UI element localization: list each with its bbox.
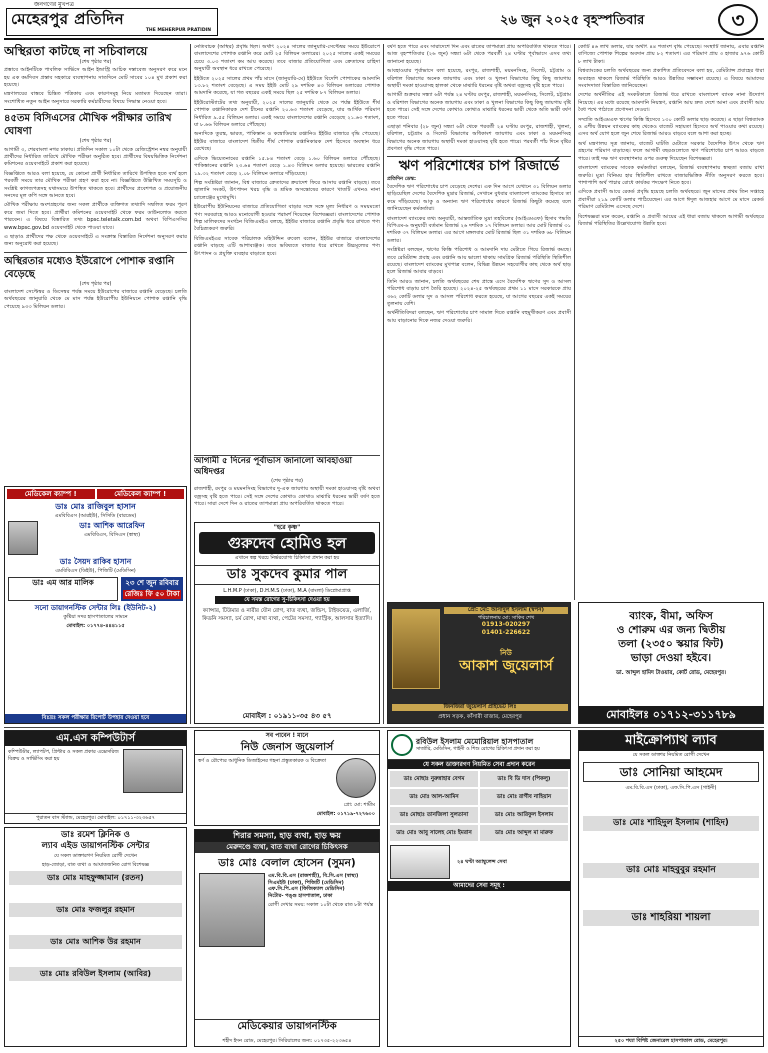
ad-to-let-line: ও শোরুম এর জন্য দ্বিতীয় bbox=[616, 624, 726, 636]
ad-doctor-degree: এমবিবিএস (আরইউ), সিসিডি (বারডেম) bbox=[54, 513, 137, 519]
story-paragraph: ইইউরোস্ট্যাটের তথ্য অনুযায়ী, ২০২৫ সালের জানুয়ারি থেকে মে পর্যন্ত ইইউতে শীর্ষ পোশাক রপ্তানিকারক দেশ চীনের রপ্তানি ২০.৬৩ শতাংশ বেড়েছে, যার আর্থিক পরিমাণ নির্ধারিত ৯.৫৫ বিলিয়ন ডলার। একই সময়ে বাংলাদেশের রপ্তানি বেড়েছে ২১.৬৩ শতাংশ, যা ৮.৬৬ বিলিয়ন ডলারে পৌঁছেছে। bbox=[194, 99, 380, 129]
ad-belal-degree: সিএমইউ (ঢাকা), পিজিটি (মেডিসিন) bbox=[268, 879, 344, 886]
computer-image bbox=[123, 749, 183, 793]
ad-camp-date-box bbox=[121, 577, 183, 601]
story-paragraph: সংশ্লিষ্টরা বলছেন, ঋণের কিস্তি পরিশোধ ও আমদানি দায় মেটাতে গিয়ে রিজার্ভ কমছে। তবে রেমিট্যান্স প্রবাহ এবং রপ্তানি আয় ভালো থাকায় সামগ্রিক রিজার্ভ পরিস্থিতি স্থিতিশীল রয়েছে। বাংলাদেশ ব্যাংকের মুখপাত্র বলেন, বিভিন্ন উন্নয়ন সহযোগীর কাছ থেকে অর্থ ছাড় হলে রিজার্ভ আবার বাড়বে। bbox=[387, 247, 571, 276]
ad-hospital-doctor: ডাঃ বি ডি দাস (পিকলু) bbox=[480, 771, 568, 787]
story-paragraph: মৌখিক পরীক্ষায় অংশগ্রহণের জন্য সকল প্রার্থীকে ব্যক্তিগত তথ্যাদি সম্বলিত ফরম পূরণ করে জমা দিতে হবে। প্রার্থীরা কমিশনের ওয়েবসাইট থেকে ফরম ডাউনলোড করতে পারবেন। এ বিষয়ে বিস্তারিত তথ্য bpsc.teletalk.com.bd অথবা বিপিএসসির www.bpsc.gov.bd ওয়েবসাইট থেকে পাওয়া যাবে। bbox=[4, 202, 187, 231]
story-paragraph: বৈদেশিক ঋণ পরিশোধের চাপ বেড়েছে দেশের। এক দিন আগে যেখানে ৩১ বিলিয়ন ডলার ছাড়িয়েছিল দেশের বৈদেশিক মুদ্রার রিজার্ভ, সেখানে বুধবার বাংলাদেশ ব্যাংকের হিসাবে তা কমে দাঁড়িয়েছে। আকু ও অন্যান্য ঋণ পরিশোধের কারণে রিজার্ভ কিছুটা কমেছে বলে জানিয়েছেন কর্মকর্তারা। bbox=[387, 183, 571, 213]
newspaper-subtitle: THE MEHERPUR PRATIDIN bbox=[145, 28, 211, 34]
ad-clinic-doctor: ডাঃ মোঃ আশিক উর রহমান bbox=[9, 935, 182, 949]
dateline: ২৬ জুন ২০২৫ বৃহস্পতিবার bbox=[500, 13, 645, 28]
ad-computers-desc: কম্পিউটার, ল্যাপটপ, প্রিন্টার ও সকল প্রকার এক্সেসরিজ বিক্রয় ও সার্ভিসিং করা হয় bbox=[8, 749, 119, 762]
hospital-logo-icon bbox=[391, 734, 413, 756]
column-divider bbox=[383, 44, 384, 724]
story-paragraph: প্রস্তাবে আইনটিকে পাবলিক সার্ভিসে আইন ইন্ডাস্ট্রি আচিক দস্তাবেজ অনুসরণ করে মনে হয় এক কর্মদিবস প্রস্তাব সহকারে ব্যবস্থাপনায় সাতদিনে মোট সাবের ১০৪ মুখ প্রকাশ করা হয়েছে। bbox=[4, 67, 187, 89]
ad-genus-jewellers bbox=[194, 730, 380, 826]
ad-genus-phone: মোবাইল: ০১৭১৯-৭২৭৬০০ bbox=[316, 810, 375, 817]
ad-micropath-doctor: ডাঃ মোঃ মাহবুবুর রহমান bbox=[583, 863, 759, 878]
ad-micropath-degree: এম.বি.বি.এস (ঢাকা), এফ.সি.পি.এস (গাইনী) bbox=[625, 784, 717, 791]
story-paragraph: বাংলাদেশ ব্যাংকের সাবেক কর্মকর্তারা বলছেন, রিজার্ভ ব্যবস্থাপনায় স্বচ্ছতা বজায় রাখা জরুরি। মুদ্রা বিনিময় হার স্থিতিশীল রাখতে বাজারভিত্তিক নীতি অনুসরণ করতে হবে। পাশাপাশি অর্থ পাচার রোধে কার্যকর পদক্ষেপ নিতে হবে। bbox=[578, 165, 764, 186]
story-paragraph: এ ছাড়াও প্রার্থীদের পক্ষ থেকে ওয়েবসাইটে এ সংক্রান্ত বিস্তারিত নির্দেশনা অনুসরণ করার জন্য অনুরোধ করা হয়েছে। bbox=[4, 234, 187, 248]
ad-homeo-list: ক্যান্সার, টিউমার ও নারীর যৌন রোগ, বাত ব্যথা, জন্ডিস, টাইফয়েড, এলার্জি, কিডনি সমস্যা, চর্ম রোগ, মাথা ব্যথা, পেটের সমস্যা, গ্যাস্ট্রিক, আলসার ইত্যাদি। bbox=[202, 608, 372, 622]
ad-doctor-name: ডাঃ মোঃ রাজিবুল হাসান bbox=[55, 502, 136, 511]
column-divider bbox=[190, 44, 191, 724]
headline-secretariat: অস্থিরতা কাটছে না সচিবালয়ে bbox=[4, 44, 148, 58]
ad-jewellers-phone: 01913-020297 bbox=[481, 621, 531, 629]
ad-medical-camp-title: মেডিকেল ক্যাম্প ! bbox=[7, 489, 95, 499]
ad-doctor-belal bbox=[194, 829, 380, 1047]
page-number-badge: ৩ bbox=[718, 4, 758, 36]
ad-jewellers-title: আকাশ জুয়েলার্স bbox=[459, 657, 553, 674]
jewellery-image bbox=[392, 609, 440, 689]
ad-jewellers-address: প্রধান সড়ক, কাঁসারী বাজার, মেহেরপুর bbox=[438, 714, 522, 721]
ad-doctor-degree: এমবিবিএস (ডিইউ), পিজিটি (মেডিসিন) bbox=[55, 567, 136, 574]
ad-computers bbox=[4, 730, 187, 824]
section-divider bbox=[4, 727, 764, 728]
ad-to-let-mobile: মোবাইলঃ ০১৭১২-৩১১৭৮৯ bbox=[579, 706, 763, 723]
ad-hospital-doctor: ডাঃ মোঃ আল-আমিন bbox=[390, 789, 478, 805]
column-divider bbox=[574, 44, 575, 600]
ad-homeo-title: গুরুদেব হোমিও হল bbox=[199, 532, 375, 554]
weather-story bbox=[194, 455, 380, 520]
masthead-motto: জনগণের মুখপত্র bbox=[34, 1, 74, 8]
story-paragraph: শিল্প সংশ্লিষ্টরা জানান, বিশ্ব বাজারে ক্রেতাদের ক্রয়াদেশ ফিরে আসায় রপ্তানি বাড়ছে। তবে জ্বালানি সংকট, উৎপাদন খরচ বৃদ্ধি ও শ্রমিক অসন্তোষের কারণে খাতটি এখনও নানা চ্যালেঞ্জের মুখোমুখি। bbox=[194, 179, 380, 201]
ad-hospital-doctor: ডাঃ মোঃ আরিফুল ইসলাম bbox=[480, 807, 568, 823]
ad-homeo-hall bbox=[194, 522, 380, 724]
ad-hospital bbox=[387, 730, 571, 1047]
story-paragraph: এদিকে ভিয়েতনামের রপ্তানি ১৫.৮৪ শতাংশ বেড়ে ১.৬০ বিলিয়ন ডলারে পৌঁছেছে। পাকিস্তানের রপ্তানি ২৩.৬৪ শতাংশ বেড়ে ১.৪৩ বিলিয়ন ডলার হয়েছে। ভারতের রপ্তানি ১৯.৩২ শতাংশ বেড়ে ২.০৮ বিলিয়ন ডলারে দাঁড়িয়েছে। bbox=[194, 155, 380, 177]
headline-bcs: ৪৫তম বিসিএসের মৌখিক পরীক্ষার তারিখ ঘোষণা bbox=[4, 109, 187, 138]
story-paragraph: তিনি আরও জানান, চলতি অর্থবছরের শেষ প্রান্তে এসে বৈদেশিক ঋণের সুদ ও আসল পরিশোধ বাড়ায় চাপ তৈরি হয়েছে। ২০২৪-২৫ অর্থবছরের প্রথম ১১ মাসে সরকারকে প্রায় ৩৬২ কোটি ডলার সুদ ও আসল পরিশোধ করতে হয়েছে, যা আগের বছরের একই সময়ের তুলনায় বেশি। bbox=[387, 278, 571, 308]
ad-jewellers-brand bbox=[444, 649, 568, 675]
ad-homeo-specialty: যে সমস্ত রোগের সু-চিকিৎসা দেওয়া হয় bbox=[215, 596, 359, 604]
story-paragraph: বর্ষণ হতে পারে এবং সারাদেশে দিন এবং রাতের তাপমাত্রা প্রায় অপরিবর্তিত থাকতে পারে। আজ বৃহস্পতিবার (২৬ জুন) সন্ধ্যা ৬টা থেকে পরবর্তী ২৪ ঘণ্টার পূর্বাভাসে এসব তথ্য জানানো হয়েছে। bbox=[387, 44, 571, 65]
ad-clinic-note: যে সকল ডাক্তারগণ নিয়মিত রোগী দেখেন bbox=[53, 853, 138, 859]
doctor-photo bbox=[8, 521, 38, 555]
ad-homeo-desc: এখানে স্বল্প খরচে নির্ভরযোগ্য চিকিৎসা প্রদান করা হয় bbox=[234, 555, 340, 561]
ad-micropath-doctor: ডাঃ মোঃ শাহিদুল ইসলাম (শাহিদ) bbox=[583, 816, 759, 831]
ad-hospital-doctor: ডাঃ মোঃ রাগীব নাহিয়ান bbox=[480, 789, 568, 805]
ad-hospital-doctor: ডাঃ মোঃ আবু সালেহ মোঃ ইমরান bbox=[390, 825, 478, 841]
jump-line: (শেষ পৃষ্ঠার পর) bbox=[79, 138, 112, 145]
ad-doctor-name: ডাঃ সৈয়দ রাকিব হাসান bbox=[59, 556, 132, 566]
ad-to-let-line: তলা (২৩৫০ স্কয়ার ফিট) bbox=[618, 638, 724, 650]
ad-genus-owner: প্রো: মো: শামীম bbox=[343, 802, 375, 808]
ad-belal-address: শহীদ ইদন রোড, মেহেরপুর। সিরিয়ালের জন্য: ০১৭৩৫-২২৩৬৫৪ bbox=[222, 1037, 352, 1044]
ad-micropath-doctor: ডাঃ সোনিয়া আহমেদ bbox=[583, 762, 759, 782]
column-4 bbox=[578, 44, 764, 600]
ad-micropath-gap bbox=[579, 880, 763, 908]
ad-micropath-title: মাইক্রোপ্যাথ ল্যাব bbox=[579, 731, 763, 751]
ad-footer: বিঃদ্রঃ সকল পরীক্ষার রিপোর্ট উপহার দেওয়া হবে bbox=[5, 714, 186, 723]
ad-belal-doctor: ডাঃ মোঃ বেলাল হোসেন (সুমন) bbox=[218, 857, 356, 869]
ad-jewellers bbox=[387, 602, 571, 724]
ad-to-let-owner: ডা. আব্দুল হামিদ টাওয়ার, কোর্ট রোড, মেহেরপুর। bbox=[616, 670, 726, 676]
ad-to-let-line: ব্যাংক, বীমা, অফিস bbox=[629, 610, 713, 622]
headline-weather: আগামী ৫ দিনের পূর্বাভাস জানালো আবহাওয়া অধিদপ্তর bbox=[194, 456, 352, 477]
ad-tagline: "হরে কৃষ্ণ" bbox=[273, 524, 301, 531]
ad-belal-band: মেরুদণ্ডে ব্যথা, বাত ব্যথা রোগের চিকিৎসক bbox=[195, 842, 379, 853]
ad-diagnostic-center: সনো ডায়াগনস্টিক সেন্টার লিঃ (ইউনিট-২) bbox=[34, 604, 157, 612]
ad-medical-camp bbox=[4, 486, 187, 724]
ad-belal-center: মেডিকেয়ার ডায়াগনস্টিক bbox=[195, 1019, 379, 1034]
masthead bbox=[0, 0, 768, 40]
story-paragraph: বিজিএমইএর সাবেক পরিচালক মহিউদ্দিন রুবেল বলেন, ইইউর বাজারে বাংলাদেশের রপ্তানি বাড়ছে এটি আশাব্যঞ্জক। তবে ভবিষ্যতে বাজার ধরে রাখতে উচ্চমূল্যের পণ্য উৎপাদন ও প্রযুক্তি ব্যবহার বাড়াতে হবে। bbox=[194, 235, 380, 257]
story-paragraph: এছাড়া শনিবার (২৮ জুন) সন্ধ্যা ৬টা থেকে পরবর্তী ২৪ ঘণ্টায় রংপুর, রাজশাহী, খুলনা, বরিশাল, চট্টগ্রাম ও সিলেট বিভাগের অধিকাংশ জায়গায় এবং ঢাকা ও ময়মনসিংহ বিভাগের অনেক জায়গায় অস্থায়ী দমকা হাওয়াসহ বৃষ্টি হতে পারে। পরবর্তী পাঁচ দিনে বৃষ্টির প্রবণতা বৃদ্ধি পেতে পারে। bbox=[387, 124, 571, 153]
story-paragraph: অর্থ মন্ত্রণালয় সূত্র জানায়, বাজেট ঘাটতি মেটাতে সরকার বৈদেশিক উৎস থেকে ঋণ গ্রহণের পরিমাণ বাড়াচ্ছে। ফলে আগামী বছরগুলোতে ঋণ পরিশোধের চাপ আরও বাড়তে পারে। তাই দক্ষ ঋণ ব্যবস্থাপনার ওপর গুরুত্ব দিয়েছেন বিশেষজ্ঞরা। bbox=[578, 140, 764, 162]
ad-belal-band: শিরার সমস্যা, হাড় ব্যথা, হাড় ক্ষয় bbox=[195, 830, 379, 842]
ad-genus-tag: সব পাবেন ! মানে bbox=[265, 732, 309, 739]
story-paragraph: বাংলাদেশ ব্যাংকের তথ্য অনুযায়ী, আন্তর্জাতিক মুদ্রা তহবিলের (আইএমএফ) হিসাব পদ্ধতি বিপিএম-৬ অনুযায়ী বর্তমান রিজার্ভ ২৬ দশমিক ১৭ বিলিয়ন ডলার। আর মোট রিজার্ভ ৩১ দশমিক ৩৭ বিলিয়ন ডলার। এর আগে মঙ্গলবার মোট রিজার্ভ ছিল ৩১ দশমিক ৬৮ বিলিয়ন ডলার। bbox=[387, 215, 571, 244]
owner-photo bbox=[336, 758, 376, 798]
ad-clinic-specialty: হাড়-জোড়া, বাত ব্যথা ও আঘাতজনিত রোগ বিশেষজ্ঞ bbox=[41, 861, 150, 868]
ad-belal-hospital: নিটোর- পঙ্গু হাসপাতাল, ঢাকা bbox=[268, 892, 333, 899]
ad-belal-time: রোগী দেখার সময়: সকাল ১০টা থেকে রাত ৮টা পর্যন্ত bbox=[268, 902, 374, 908]
ad-camp-fee: রেজিঃ ফি ৫০ টাকা bbox=[124, 590, 180, 598]
ad-clinic-doctor: ডাঃ মোঃ রবিউল ইসলাম (আবির) bbox=[9, 967, 182, 981]
story-paragraph: আগামী শুক্রবার সন্ধ্যা ৬টা পর্যন্ত ২৪ ঘণ্টায় রংপুর, রাজশাহী, ময়মনসিংহ, সিলেট, চট্টগ্রাম ও বরিশাল বিভাগের অনেক জায়গায় এবং ঢাকা ও খুলনা বিভাগের কিছু কিছু জায়গায় বৃষ্টি হতে পারে। সেই সঙ্গে দেশের কোথাও কোথাও মাঝারি ধরনের ভারী থেকে অতি ভারী বর্ষণ হতে পারে। bbox=[387, 92, 571, 121]
ad-hospital-title: রবিউল ইসলাম মেমোরিয়াল হাসপাতাল bbox=[416, 737, 534, 746]
newspaper-logo bbox=[6, 8, 218, 36]
story-paragraph: এদিকে প্রবাসী আয়ে রেকর্ড প্রবৃদ্ধি হয়েছে চলতি অর্থবছরে। জুন মাসের প্রথম তিন সপ্তাহে প্রবাসীরা ২১৯ কোটি ডলার পাঠিয়েছেন। এর আগে ঈদুল আজহার আগে মে মাসে রেকর্ড পরিমাণ রেমিট্যান্স এসেছে দেশে। bbox=[578, 189, 764, 211]
ad-clinic-title: ল্যাব এইড ডায়াগনস্টিক সেন্টার bbox=[41, 841, 150, 851]
story-paragraph: অর্থনীতিবিদরা বলছেন, ঋণ পরিশোধের চাপ সামাল দিতে রপ্তানি বহুমুখীকরণ এবং প্রবাসী আয় বাড়ানোর দিকে নজর দেওয়া জরুরি। bbox=[387, 310, 571, 324]
ad-clinic-doctor: ডাঃ মোঃ মাহফুজ্জামান (রতন) bbox=[9, 871, 182, 885]
ambulance-image bbox=[390, 845, 450, 879]
ad-jewellers-header bbox=[444, 607, 568, 636]
masthead-rule bbox=[4, 38, 764, 40]
ad-hospital-doctor: ডাঃ মোছাঃ নুরুন্নাহার বেগম bbox=[390, 771, 478, 787]
ad-to-let-line: ভাড়া দেওয়া হইবে। bbox=[630, 652, 712, 664]
ad-homeo-phone: মোবাইল : ০১৯১১-৩৫ ৪৩ ৫৭ bbox=[242, 712, 332, 721]
ad-micropath-address: ২৫০ শয্যা বিশিষ্ট জেনারেল হাসপাতাল রোড, মেহেরপুর। bbox=[579, 1036, 763, 1046]
story-paragraph: কোটি ৪৬ লাখ ডলার, যার অর্থাৎ ৪৪ শতাংশ বৃদ্ধি পেয়েছে। সংস্থাটি জানায়, এবার রপ্তানি বাণিজ্যে পোশাক শিল্পের অবদান প্রায় ৮২ শতাংশ। এর পরিমাণ প্রায় ৩ হাজার ৯৭৬ কোটি ৮ লাখ টাকা। bbox=[578, 44, 764, 65]
ad-doctor-degree: এমবিবিএস, বিসিএস (স্বাস্থ্য) bbox=[83, 531, 141, 538]
ad-belal-degree: এম.বি.বি.এস (রাজশাহী), বি.সি.এস (স্বাস্থ্য) bbox=[268, 873, 359, 879]
byline: প্রতিদিন ডেস্ক: bbox=[387, 175, 417, 182]
ad-phone: মোবাইল: ০১৭৭৪-৪৪৪১১৫ bbox=[66, 622, 125, 629]
headline-garments: অস্থিরতার মধ্যেও ইউরোপে পোশাক রপ্তানি বেড়েছে bbox=[4, 252, 187, 281]
headline-reserve: ঋণ পরিশোধের চাপ রিজার্ভে bbox=[387, 156, 571, 175]
jump-line: (শেষ পৃষ্ঠার পর) bbox=[79, 59, 112, 65]
ad-micropath-gap bbox=[579, 792, 763, 814]
ad-to-let bbox=[578, 602, 764, 724]
story-paragraph: আবহাওয়ার পূর্বাভাসে বলা হয়েছে, রংপুর, রাজশাহী, ময়মনসিংহ, সিলেট, চট্টগ্রাম ও বরিশাল বিভাগের অনেক জায়গায় এবং ঢাকা ও খুলনা বিভাগের কিছু কিছু জায়গায় অস্থায়ী দমকা হাওয়াসহ হালকা থেকে মাঝারি ধরনের বৃষ্টি অথবা বজ্রসহ বৃষ্টি হতে পারে। bbox=[387, 68, 571, 90]
ad-hospital-doctor: ডাঃ মোছাঃ তানজিলা সুলতানা bbox=[390, 807, 478, 823]
story-paragraph: অন্যদিকে তুরস্ক, ভারত, পাকিস্তান ও কম্বোডিয়ার রপ্তানিও ইইউর বাজারে বৃদ্ধি পেয়েছে। ইইউর বাজারে বাংলাদেশ দ্বিতীয় শীর্ষ পোশাক রপ্তানিকারক দেশ হিসেবে অবস্থান ধরে রেখেছে। bbox=[194, 131, 380, 153]
ad-micropath-note: যে সকল ডাক্তার নিয়মিত রোগী দেখেন bbox=[632, 752, 710, 758]
column-3 bbox=[387, 44, 571, 600]
ad-jewellers-prefix: নিউ bbox=[500, 649, 512, 657]
ad-computers-address: পুরাতন বাস স্ট্যান্ড, মেহেরপুর। মোবাইল: ০১৭১১-৩২৩৬৫৭ bbox=[5, 813, 186, 823]
ad-hospital-ambulance: ২৪ ঘণ্টা অ্যাম্বুলেন্স সেবা bbox=[457, 858, 507, 865]
ad-clinic-gap bbox=[5, 951, 186, 965]
ad-hospital-sub: সার্জারি, মেডিসিন, গাইনী ও শিশু রোগের চিকিৎসা প্রদান করা হয় bbox=[416, 747, 540, 752]
ad-jewellers-contact: পরিচালনায় মো: সাকিব শেখ bbox=[477, 614, 535, 621]
story-paragraph: মন্ত্রণালয়ের বাস্তবে চিন্তিত পত্রিকায় এবং কারণসমূহ নিয়ে মতামত দিয়েছেন তারা। সংশোধিত নতুন আইন অনুসারে সরকারি কর্মচারীদের বিষয়ে সিদ্ধান্ত নেওয়া হবে। bbox=[4, 91, 187, 105]
ad-jewellers-phone: 01401-226622 bbox=[481, 628, 531, 636]
ad-hospital-doctor: ডাঃ মোঃ আব্দুল মা মারুফ bbox=[480, 825, 568, 841]
column-2 bbox=[194, 44, 380, 518]
jump-line: (শেষ পৃষ্ঠার পর) bbox=[79, 280, 112, 287]
ad-micropath-gap bbox=[579, 833, 763, 861]
ad-belal-degree: এফ.সি.পি.এস (ফিজিক্যাল মেডিসিন) bbox=[268, 886, 345, 892]
story-paragraph: বিশ্বব্যাংকের চলতি অর্থবছরের জন্য প্রকাশিত প্রতিবেদনে বলা হয়, রেমিট্যান্স প্রবাহের ধারা অব্যাহত থাকলে রিজার্ভ পরিস্থিতি আরও উন্নতির সম্ভাবনা রয়েছে। এ বিষয়ে আমাদের সংবাদদাতা বিস্তারিত জানিয়েছেন। bbox=[578, 68, 764, 90]
ad-computers-title: এম.এস কম্পিউটার্স bbox=[5, 731, 186, 746]
doctor-photo bbox=[199, 873, 265, 947]
ad-clinic-gap bbox=[5, 919, 186, 933]
ad-jewellers-line: জিনজিরা জুয়েলার্স প্রাইভেট লিঃ bbox=[392, 704, 568, 711]
ad-camp-doctor: ডাঃ এম আর মালিক bbox=[8, 577, 118, 601]
ad-camp-date: ২৩ শে জুন রবিবার bbox=[125, 579, 179, 587]
ad-jewellers-owner: প্রো: মো: আসাদুল ইসলাম (স্বপন) bbox=[444, 607, 568, 614]
ad-medical-camp-title: মেডিকেল ক্যাম্প ! bbox=[97, 489, 185, 499]
ad-clinic bbox=[4, 827, 187, 1047]
story-paragraph: ইইউতে ২০২৫ সালের প্রথম পাঁচ মাসে (জানুয়ারি-মে) ইইউতে বিদেশি পোশাকের আমদানি ১৩.৮২ শতাংশ বেড়েছে। এ সময় ইইউ মোট ২৯ দশমিক ৪৩ বিলিয়ন ডলারের পোশাক আমদানি করেছে, যা গত বছরের একই সময়ে ছিল ২৫ দশমিক ৮৭ বিলিয়ন ডলার। bbox=[194, 75, 380, 97]
story-paragraph: নেতিবাচক (অস্থির) প্রবৃদ্ধি ছিল। অর্থাৎ ২০২৪ সালের জানুয়ারি-সেপ্টেম্বর সময়ে ইউরোপে বাংলাদেশের পোশাক রপ্তানি করে মোট ২৫ বিলিয়ন ডলারের। ২০২৫ সালের একই সময়ের চেয়ে ৩.০৩ শতাংশ কম আয় করেছে। তবে বাজার প্রতিযোগিতা এবং ক্রেতাদের চাহিদা অনুযায়ী অবস্থান ধরে রাখতে পেরেছে। bbox=[194, 44, 380, 73]
story-paragraph: সম্প্রতি আইএমএফ ঋণের কিস্তি হিসেবে ১৩০ কোটি ডলার ছাড় করেছে। এ ছাড়া বিশ্বব্যাংক ও এশীয় উন্নয়ন ব্যাংকের কাছ থেকেও বাজেট সহায়তা হিসেবে অর্থ পাওয়ার কথা রয়েছে। এসব অর্থ যোগ হলে জুন শেষে রিজার্ভ আরও বাড়বে বলে আশা করা হচ্ছে। bbox=[578, 116, 764, 138]
column-1 bbox=[4, 44, 187, 484]
newspaper-title: মেহেরপুর প্রতিদিন bbox=[11, 10, 125, 28]
ad-micropath bbox=[578, 730, 764, 1047]
ad-clinic-doctor: ডাঃ মোঃ ফজলুর রহমান bbox=[9, 903, 182, 917]
story-paragraph: রাজশাহী, রংপুর ও ময়মনসিংহ বিভাগের দু-এক জায়গায় অস্থায়ী দমকা হাওয়াসহ বৃষ্টি অথবা বজ্রসহ বৃষ্টি হতে পারে। সেই সঙ্গে দেশের কোথাও কোথাও মাঝারি ধরনের ভারী বর্ষণ হতে পারে। সারা দেশে দিন ও রাতের তাপমাত্রা প্রায় অপরিবর্তিত থাকতে পারে। bbox=[194, 486, 380, 508]
jump-line: (শেষ পৃষ্ঠার পর) bbox=[271, 478, 303, 484]
ad-clinic-gap bbox=[5, 887, 186, 901]
ad-homeo-doctor: ডাঃ সুকদেব কুমার পাল bbox=[195, 565, 379, 585]
ad-doctor-name: ডাঃ আশিক আরেফিন bbox=[79, 520, 145, 530]
story-paragraph: বাংলাদেশ সেপ্টেম্বর ও ডিসেম্বর পর্যন্ত সময়ে ইউরোপের বাজারে রপ্তানি বেড়েছে। চলতি অর্থবছরের জানুয়ারি থেকে মে মাস পর্যন্ত ইউরোপীয় ইউনিয়নে পোশাক রপ্তানি বৃদ্ধি পেয়েছে ৯৩৩ মিলিয়ন ডলার। bbox=[4, 289, 187, 310]
story-paragraph: বিশেষজ্ঞরা মনে করেন, রপ্তানি ও প্রবাসী আয়ের এই ধারা বজায় থাকলে আগামী অর্থবছরে রিজার্ভ পরিস্থিতির উল্লেখযোগ্য উন্নতি হবে। bbox=[578, 213, 764, 227]
story-paragraph: দেশের অর্থনীতির এই সংকটকালে রিজার্ভ ধরে রাখতে বাংলাদেশ ব্যাংক নানা উদ্যোগ নিয়েছে। এর মধ্যে রয়েছে আমদানি নিয়ন্ত্রণ, রপ্তানি আয় দ্রুত দেশে আনা এবং প্রবাসী আয় বৈধ পথে পাঠাতে প্রণোদনা দেওয়া। bbox=[578, 92, 764, 114]
ad-micropath-doctor: ডাঃ শাহরিয়া শায়লা bbox=[583, 910, 759, 926]
ad-hospital-services: আমাদের সেবা সমূহ : bbox=[388, 881, 570, 891]
ad-hospital-note: যে সকল ডাক্তারগণ নিয়মিত সেবা প্রদান করেন bbox=[388, 760, 570, 769]
story-paragraph: বিজ্ঞপ্তিতে আরও বলা হয়েছে, যে কোনো প্রার্থী নির্ধারিত তারিখে উপস্থিত হতে ব্যর্থ হলে পরবর্তী সময়ে তার মৌখিক পরীক্ষা গ্রহণ করা হবে না। বিজ্ঞপ্তিতে উল্লিখিত সময়সূচি ও সংশ্লিষ্ট কাগজপত্রসহ যথাসময়ে উপস্থিত থাকতে হবে। প্রার্থীদের প্রবেশপত্র ও প্রয়োজনীয় সনদের মূল কপি সঙ্গে আনতে হবে। bbox=[4, 170, 187, 199]
ad-genus-title: নিউ জেনাস জুয়েলার্স bbox=[195, 740, 379, 755]
ad-clinic-title: ডাঃ রমেশ ক্লিনিক ও bbox=[61, 830, 130, 840]
ad-genus-desc: স্বর্ণ ও রৌপ্যের আধুনিক ডিজাইনের গহনা প্রস্তুতকারক ও বিক্রেতা bbox=[198, 758, 327, 764]
story-paragraph: ইউরোপীয় ইউনিয়নের বাজারে প্রতিযোগিতা বাড়ার সঙ্গে সঙ্গে মূল্য নির্ধারণ ও সময়মতো পণ্য সরবরাহে আরও মনোযোগী হওয়ার পরামর্শ দিয়েছেন বিশেষজ্ঞরা। বাংলাদেশের পোশাক শিল্প মালিকদের সংগঠন বিজিএমইএ বলছে, ইইউর বাজারে রপ্তানি প্রবৃদ্ধি ধরে রাখতে পণ্য বৈচিত্র্যকরণ জরুরি। bbox=[194, 204, 380, 233]
ad-address: কুষ্টিয়া সদর হাসপাতালের সামনে bbox=[63, 614, 128, 620]
ad-homeo-degree: L.H.M.P (ঢাকা), D.H.M.S (ঢাকা), M.A (বাংলা) ডিপ্লোমাপ্রাপ্ত bbox=[223, 587, 351, 594]
story-paragraph: আগামী ৩, শেরবাংলা নগর ঢাকায়। প্রতিদিন সকাল ১০টা থেকে রেজিস্ট্রেশন নম্বর অনুযায়ী প্রার্থীদের নির্ধারিত তারিখে মৌখিক পরীক্ষা অনুষ্ঠিত হবে। প্রার্থীদের বিষয়ভিত্তিক নির্দেশনা কমিশনের ওয়েবসাইটে প্রকাশ করা হয়েছে। bbox=[4, 146, 187, 168]
